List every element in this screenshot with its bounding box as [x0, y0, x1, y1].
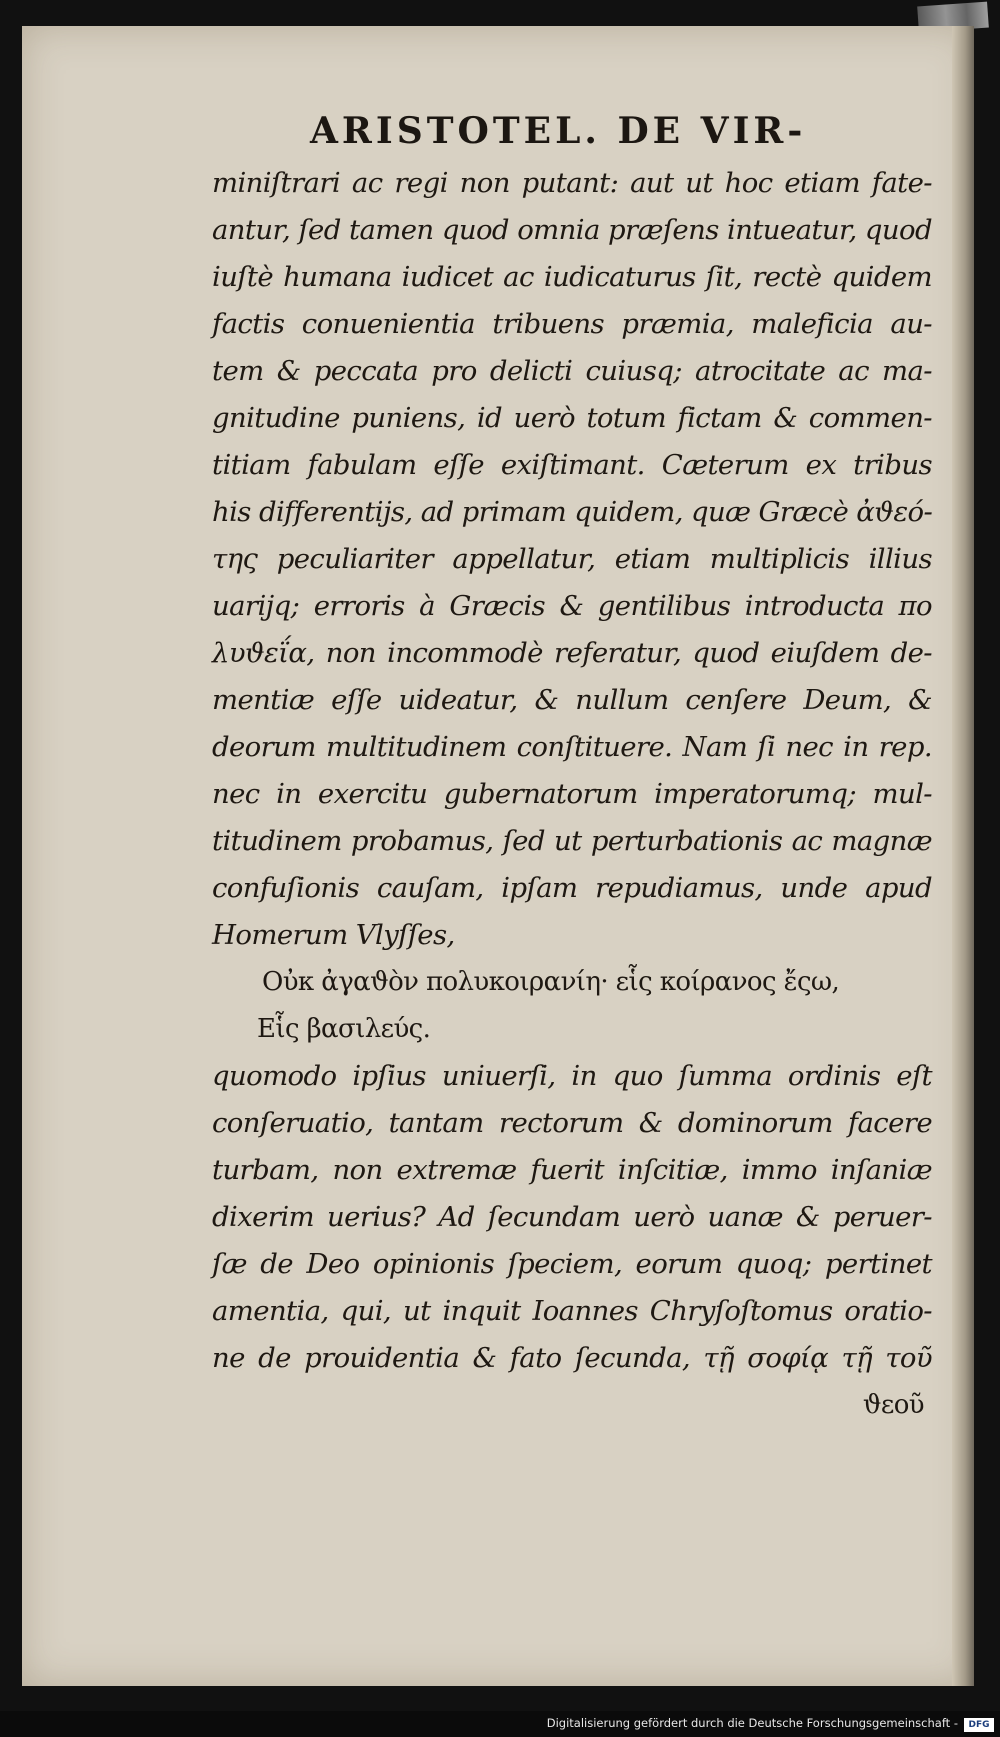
text-line: amentia, qui, ut inquit Ioannes Chryſoſtomus oratio- — [212, 1295, 932, 1327]
text-line: iuſtè humana iudicet ac iudicaturus ſit, rectè quidem — [212, 261, 932, 293]
text-line: mentiæ eſſe uideatur, & nullum cenſere Deum, & — [212, 684, 932, 716]
text-line: λυϑεΐα, non incommodè referatur, quod eiuſdem de- — [212, 637, 932, 669]
text-line: ſæ de Deo opinionis ſpeciem, eorum quoq; pertinet — [212, 1248, 932, 1280]
text-line: gnitudine puniens, id uerò totum fictam & commen- — [212, 402, 932, 434]
dfg-logo: DFG — [964, 1718, 994, 1732]
greek-verse-line: Εἷς βασιλεύς. — [257, 1014, 431, 1044]
text-line: antur, ſed tamen quod omnia præſens intueatur, quod — [212, 214, 932, 246]
text-line: tem & peccata pro delicti cuiusq; atrocitate ac ma- — [212, 355, 932, 387]
text-line: Homerum Vlyſſes, — [212, 919, 455, 951]
page-edge — [952, 26, 974, 1686]
text-line: της peculiariter appellatur, etiam multiplicis illius — [212, 543, 932, 575]
catchword: ϑεοῦ — [862, 1390, 924, 1420]
text-line: factis conuenientia tribuens præmia, maleficia au- — [212, 308, 932, 340]
text-line: miniſtrari ac regi non putant: aut ut hoc etiam fate- — [212, 167, 932, 199]
text-line: his differentijs, ad primam quidem, quæ Græcè ἀϑεό- — [212, 496, 933, 528]
text-line: deorum multitudinem conſtituere. Nam ſi nec in rep. — [212, 731, 932, 763]
text-line: quomodo ipſius uniuerſi, in quo ſumma ordinis eſt — [212, 1060, 932, 1092]
text-line: titiam fabulam eſſe exiſtimant. Cæterum ex tribus — [212, 449, 932, 481]
text-line: uarijq; erroris à Græcis & gentilibus introducta πο — [212, 590, 932, 622]
text-line: titudinem probamus, ſed ut perturbationis ac magnæ — [212, 825, 932, 857]
footer-bar — [0, 1711, 1000, 1737]
running-head: ARISTOTEL. DE VIR- — [310, 110, 807, 152]
text-line: ne de prouidentia & fato ſecunda, τῇ σοφίᾳ τῇ τοῦ — [212, 1342, 932, 1374]
text-line: confuſionis cauſam, ipſam repudiamus, unde apud — [212, 872, 932, 904]
text-line: conſeruatio, tantam rectorum & dominorum facere — [212, 1107, 932, 1139]
digitization-credit: Digitalisierung gefördert durch die Deutsche Forschungsgemeinschaft - — [546, 1716, 958, 1730]
body-text — [212, 160, 932, 1429]
text-line: turbam, non extremæ fuerit inſcitiæ, immo inſaniæ — [212, 1154, 932, 1186]
text-line: nec in exercitu gubernatorum imperatorumq; mul- — [212, 778, 932, 810]
text-line: dixerim uerius? Ad ſecundam uerò uanæ & peruer- — [212, 1201, 932, 1233]
greek-verse-line: Οὐκ ἀγαϑὸν πολυκοιρανίη· εἷς κοίρανος ἔςω, — [262, 967, 840, 997]
